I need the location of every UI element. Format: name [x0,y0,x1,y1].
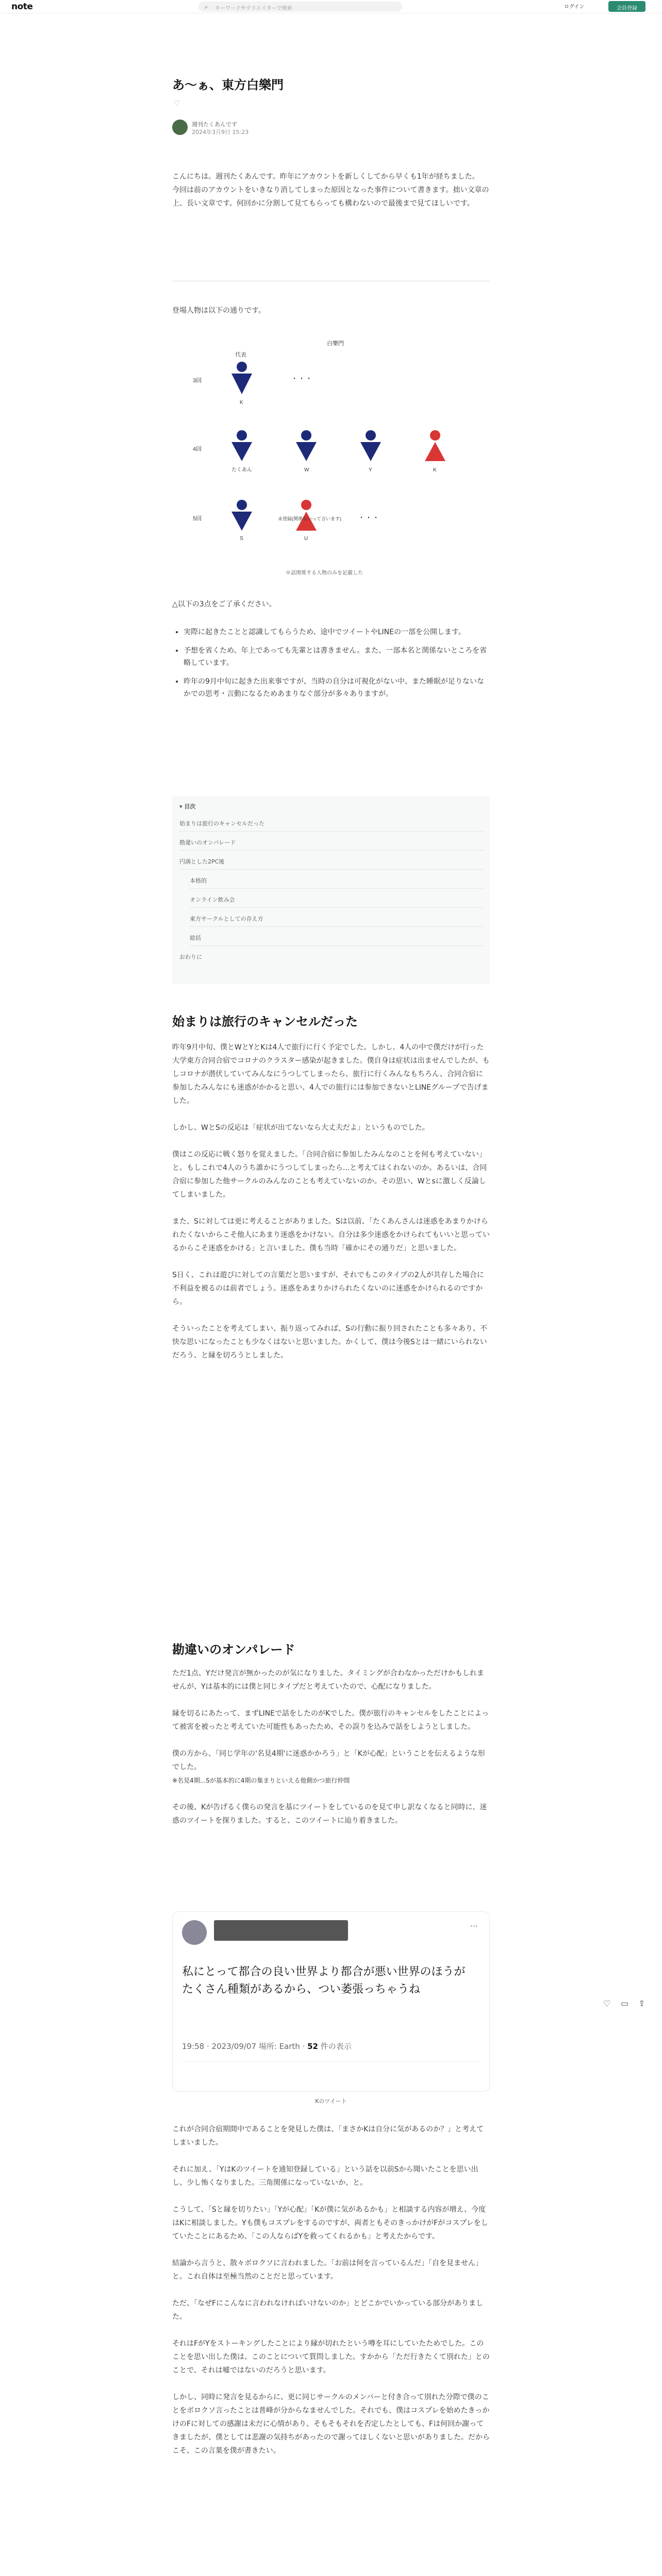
section-heading: 勘違いのオンパレード [172,1642,295,1657]
comment-icon[interactable]: ▭ [621,1998,629,2008]
intro-paragraph-2: 今回は前のアカウントをいきなり消してしまった原因となった事件について書きます。拙い文章の上、長い文章です。何回かに分割して見てもらっても構わないので最後まで見てほしいです。 [172,186,489,208]
body-paragraph: 僕の方から、「同じ学年の'名見4期'に迷惑かかろう」と「Kが心配」ということを伝えるような形でした。 [172,1750,485,1771]
toc-item[interactable]: 勘違いのオンパレード [179,838,484,851]
person-u-label: U [304,536,308,541]
person-label-2: W [304,467,309,473]
toc-item[interactable]: 始まりは旅行のキャンセルだった [179,819,484,832]
person-y [360,430,381,473]
row-label-5: 5回 [193,516,202,522]
body-paragraph: また、Sに対しては更に考えることがありました。Sは以前、「たくあんさんは迷惑をあまりかけられたくないからこそ他人にあまり迷惑をかけない。自分は多少迷惑をかけられてもいいと思っているからこそ迷惑をかける」と言いました。僕も当時「確かにその通りだ」と思いました。 [172,1217,490,1252]
avatar[interactable] [172,120,188,135]
author-name[interactable]: 週刊たくあんです [192,121,237,128]
search-input[interactable] [198,2,402,12]
intro-text [172,170,490,210]
signup-button[interactable]: 会員登録 [608,1,646,12]
section-body [172,1667,490,1827]
top-bar [0,0,662,13]
section-body [172,2123,490,2458]
search-placeholder: キーワードやクリエイターで検索 [215,6,292,11]
tweet-user-redacted [214,1920,348,1941]
body-paragraph: その後、Kが告げるく僕らの発言を基にツイートをしているのを見て申し訳なくなると同時に、迷惑のツイートを探りました。すると、このツイートに辿り着きました。 [172,1803,487,1825]
notice-text: △以下の3点をご了承ください。 [172,600,276,608]
sakuru-label: 白樂門 [327,341,344,347]
tweet-avatar [182,1920,207,1945]
tweet-views: 52 [307,2042,318,2051]
tweet-caption: Kのツイート [315,2098,347,2105]
body-paragraph: これが合同合宿期間中であることを発見した僕は、「まさかKは自分に気があるのか？」と考えてしまいました。 [172,2125,484,2147]
row-label-3: 3回 [193,378,202,384]
toc-item[interactable]: 東方サークルとしての存え方 [190,914,484,927]
heart-icon[interactable]: ♡ [603,1998,611,2008]
body-paragraph: そういったことを考えてしまい、振り返ってみれば、Sの行動に振り回されたことも多々あり、不快な思いになったことも少なくはないと思いました。かくして、僕は今後Sとは一緒にいられないだろう、と縁を切ろうとしました。 [172,1325,487,1360]
notice-item: • 予想を省くため、年上であっても先輩とは書きません。また、一部本名と関係ないところを省略しています。 [184,645,490,669]
person-k-label: K [240,400,243,405]
share-actions [603,1996,660,2012]
cast-diagram [172,335,490,582]
toc-item[interactable]: 円満とした2PC後 [179,857,484,870]
body-note: ※名見4期...Sが基本的に4期の集まりといえる他側かつ旅行仲間 [172,1777,350,1784]
section-body [172,1041,490,1362]
body-paragraph: こうして、「Sと縁を切りたい」「Yが心配」「Kが僕に気があるかも」と相談する内容が増え、今度はKに相談しました。Yも僕もコスプレをするのですが、両者ともそのきっかけがFがコスプレをしていたことにあるため、「この人ならばYを救ってくれるかも」と考えたからです。 [172,2206,488,2241]
toc-title[interactable]: ▾ 目次 [179,803,196,810]
author-block[interactable] [172,120,378,140]
person-label-4: K [433,467,437,473]
daihyo-label: 代表 [235,352,246,358]
section-heading: 始まりは旅行のキャンセルだった [172,1014,358,1029]
person-k-red [425,430,445,473]
dots-2: ・・・ [358,514,379,522]
tweet-text: 私にとって都合の良い世界より都合が悪い世界のほうがたくさん種類があるから、つい萎張っちゃうね [182,1965,466,1996]
body-paragraph: しかし、同時に発言を見るからに、更に同じサークルのメンバーと付き合って別れた分際で僕のことをボロクソ言ったことは普峰が分からなませんでした。それでも、僕はコスプレを始めたきっかけのFに対しての感謝は未だに心情があり、そもそもそれを否定したとしても、Fは何回か謝ってきましたが、僕としては悲謝の気持ちがあったので謝ってほしくないと思いがありました。だからこそ、この言葉を僕が書きたい。 [172,2393,490,2455]
body-paragraph: S日く、これは遊びに対しての言葉だと思いますが、それでもこのタイプの2人が共存した場合に不利益を被るのは前者でしょう。迷惑をあまりかけられたくないのに迷惑をかけられるのですから。 [172,1271,484,1306]
person-label-1: たくあん [231,467,252,473]
person-w [296,430,317,473]
share-icon[interactable]: ⇪ [638,1998,646,2008]
like-icon[interactable]: ♡ [174,99,180,108]
publish-date: 2024年3月9日 15:23 [192,129,249,135]
search-icon: ⌕ [205,4,208,10]
note-logo[interactable]: note [11,2,33,12]
dots-1: ・・・ [291,375,312,383]
body-paragraph: ただ1点、Yだけ発言が無かったのが気になりました。タイミングが合わなかっただけかもしれませんが、Yは基本的には僕と同じタイプだと考えていたので、心配になりました。 [172,1669,484,1691]
embedded-tweet[interactable] [172,1911,490,2092]
toc-item[interactable]: 総括 [190,934,484,946]
notice-list [172,626,490,706]
person-takuan [231,430,252,473]
u-note: 未登録(関係ないって言います) [278,516,341,521]
login-link[interactable]: ログイン [564,4,585,10]
person-s-label: S [240,536,243,541]
article-title: あ〜ぁ、東方白樂門 [172,78,284,92]
person-u [278,500,341,541]
diagram-caption: ※話関係する人物のみを記載した [286,570,363,576]
body-paragraph: 結論から言うと、散々ボロクソに言われました。「お前は何を言っているんだ」「自を見ません」と。これ自体は至極当然のことだと思っています。 [172,2259,483,2281]
person-s [231,500,252,541]
body-paragraph: それに加え、「YはKのツイートを通知登録している」という話を以前Sから聞いたことを思い出し、少し怖くなりました。三角関係になっていないか、と。 [172,2165,478,2187]
toc-item[interactable]: オンライン飲み会 [190,895,484,908]
body-paragraph: ただ、「なぜFにこんなに言われなければいけないのか」とどこかでいかっている部分がありました。 [172,2299,484,2321]
more-icon[interactable]: ··· [470,1921,478,1931]
body-paragraph: それはFがYをストーキングしたことにより縁が切れたという噂を耳にしていたためでした。このことを思い出した僕は、このことについて質問しました。すかから「ただ行きたくて別れた」とのことで、それは嘘ではないのだろうと思います。 [172,2340,490,2375]
body-paragraph: 昨年9月中旬、僕とWとYとKは4人で旅行に行く予定でした。しかし、4人の中で僕だけが行った大学東方合同合宿でコロナのクラスター感染が起きました。僕自身は症状は出ませんでしたが、もしコロナが潜伏していてみんなにうつしてしまったら、旅行に行くみんなもちろん、合同合宿に参加したみんなにも迷惑がかかると思い、4人での旅行には参加できないとLINEグループで告げました。 [172,1043,490,1105]
row-label-4: 4回 [193,446,202,452]
toc-item[interactable]: 本格的 [190,876,484,889]
body-paragraph: 僕はこの反応に戦く怒りを覚えました。「合同合宿に参加したみんなのことを何も考えていない」と。もしこれで4人のうち誰かにうつしてしまったら...と考えてはくれないのか。あるいは、合同合宿に参加した他サークルのみんなのことも考えていないのか。その思い、Wとsに激しく反論してしまいました。 [172,1150,487,1199]
table-of-contents [172,796,490,984]
toc-item[interactable]: おわりに [179,954,202,960]
intro-paragraph: こんにちは。週刊たくあんです。昨年にアカウントを新しくしてから早くも1年が経ちました。 [172,173,479,181]
tweet-divider [182,2061,481,2062]
tweet-meta: 19:58 · 2023/09/07 場所: Earth · 52 件の表示 [182,2042,352,2051]
notice-item: • 実際に起きたことと認識してもらうため、途中でツイートやLINEの一部を公開します。 [184,626,490,638]
cast-intro: 登場人物は以下の通りです。 [172,307,266,315]
body-paragraph: 縁を切るにあたって、まずLINEで話をしたのがKでした。僕が旅行のキャンセルをしたことによって被害を被ったと考えていた可能性もあったため、その誤りを込みで話をしようとしました。 [172,1709,489,1731]
person-label-3: Y [369,467,372,473]
notice-item: • 昨年の9月中旬に起きた出来事ですが、当時の自分は可視化がない中、また睡眠が足りないなかでの思考・言動になるためあまりなぐ部分が多々ありますが。 [184,675,490,700]
body-paragraph: しかし、WとSの反応は「症状が出てないなら大丈夫だよ」というものでした。 [172,1124,429,1132]
person-k-top [231,362,252,405]
